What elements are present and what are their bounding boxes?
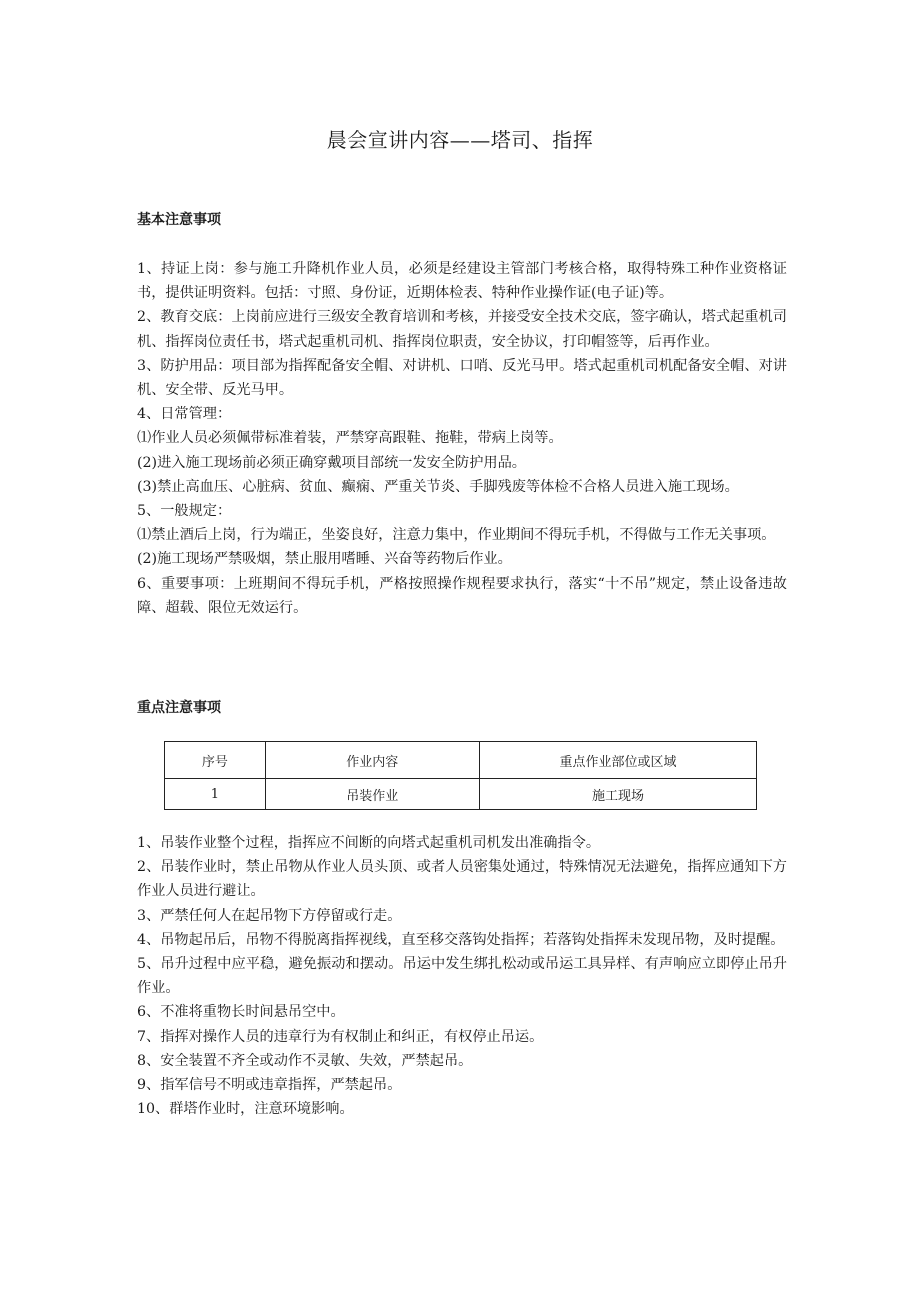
key-item: 10、群塔作业时，注意环境影响。 (137, 1101, 354, 1118)
key-item: 8、安全装置不齐全或动作不灵敏、失效，严禁起吊。 (137, 1052, 473, 1069)
key-items (137, 831, 787, 1121)
key-item: 4、吊物起吊后，吊物不得脱离指挥视线，直至移交落钩处指挥；若落钩处指挥未发现吊物，及时提醒。 (137, 931, 785, 948)
table-header-cell: 作业内容 (265, 742, 479, 779)
key-item: 9、指军信号不明或违章指挥，严禁起吊。 (137, 1077, 402, 1094)
basic-item: 2、教育交底：上岗前应进行三级安全教育培训和考核，并接受安全技术交底，签字确认，塔式起重机司机、指挥岗位责任书，塔式起重机司机、指挥岗位职责，安全协议，打印帽签等，后再作业。 (137, 309, 787, 350)
key-work-table (164, 741, 757, 810)
key-item: 5、吊升过程中应平稳，避免振动和摆动。吊运中发生绑扎松动或吊运工具异样、有声响应立即停止吊升作业。 (137, 956, 787, 997)
basic-item: ⑴禁止酒后上岗，行为端正，坐姿良好，注意力集中，作业期间不得玩手机，不得做与工作无关事项。 (137, 527, 776, 544)
table-cell: 1 (165, 779, 266, 810)
basic-item: 3、防护用品：项目部为指挥配备安全帽、对讲机、口哨、反光马甲。塔式起重机司机配备安全帽、对讲机、安全带、反光马甲。 (137, 357, 787, 399)
basic-item: 1、持证上岗：参与施工升降机作业人员，必须是经建设主管部门考核合格，取得特殊工种作业资格证书，提供证明资料。包括：寸照、身份证，近期体检表、特种作业操作证(电子证)等。 (137, 261, 787, 302)
table-cell: 施工现场 (479, 779, 756, 810)
table-header-row (165, 742, 757, 779)
key-item: 1、吊装作业整个过程，指挥应不间断的向塔式起重机司机发出准确指令。 (137, 835, 601, 851)
basic-item: (2)进入施工现场前必须正确穿戴项目部统一发安全防护用品。 (137, 454, 526, 471)
basic-item: (3)禁止高血压、心脏病、贫血、癫痫、严重关节炎、手脚残废等体检不合格人员进入施工现场。 (137, 478, 739, 495)
table-cell: 吊装作业 (265, 779, 479, 810)
key-item: 3、严禁任何人在起吊物下方停留或行走。 (137, 907, 402, 924)
table-row (165, 779, 757, 810)
section-heading-basic: 基本注意事项 (137, 212, 221, 228)
basic-item: 4、日常管理： (137, 406, 232, 423)
section-heading-key: 重点注意事项 (137, 700, 221, 716)
basic-items (137, 257, 787, 620)
table-header-cell: 序号 (165, 742, 266, 779)
basic-item: ⑴作业人员必须佩带标准着装，严禁穿高跟鞋、拖鞋，带病上岗等。 (137, 430, 563, 447)
basic-item: (2)施工现场严禁吸烟，禁止服用嗜睡、兴奋等药物后作业。 (137, 551, 512, 568)
table-header-cell: 重点作业部位或区域 (479, 742, 756, 779)
page-title: 晨会宣讲内容——塔司、指挥 (326, 128, 594, 152)
key-item: 7、指挥对操作人员的违章行为有权制止和纠正，有权停止吊运。 (137, 1028, 544, 1045)
key-item: 6、不准将重物长时间悬吊空中。 (137, 1004, 345, 1021)
basic-item: 5、一般规定： (137, 503, 232, 520)
key-item: 2、吊装作业时，禁止吊物从作业人员头顶、或者人员密集处通过，特殊情况无法避免，指挥应通知下方作业人员进行避让。 (137, 859, 787, 900)
basic-item: 6、重要事项：上班期间不得玩手机，严格按照操作规程要求执行，落实“十不吊”规定，禁止设备违故障、超载、限位无效运行。 (137, 575, 787, 616)
